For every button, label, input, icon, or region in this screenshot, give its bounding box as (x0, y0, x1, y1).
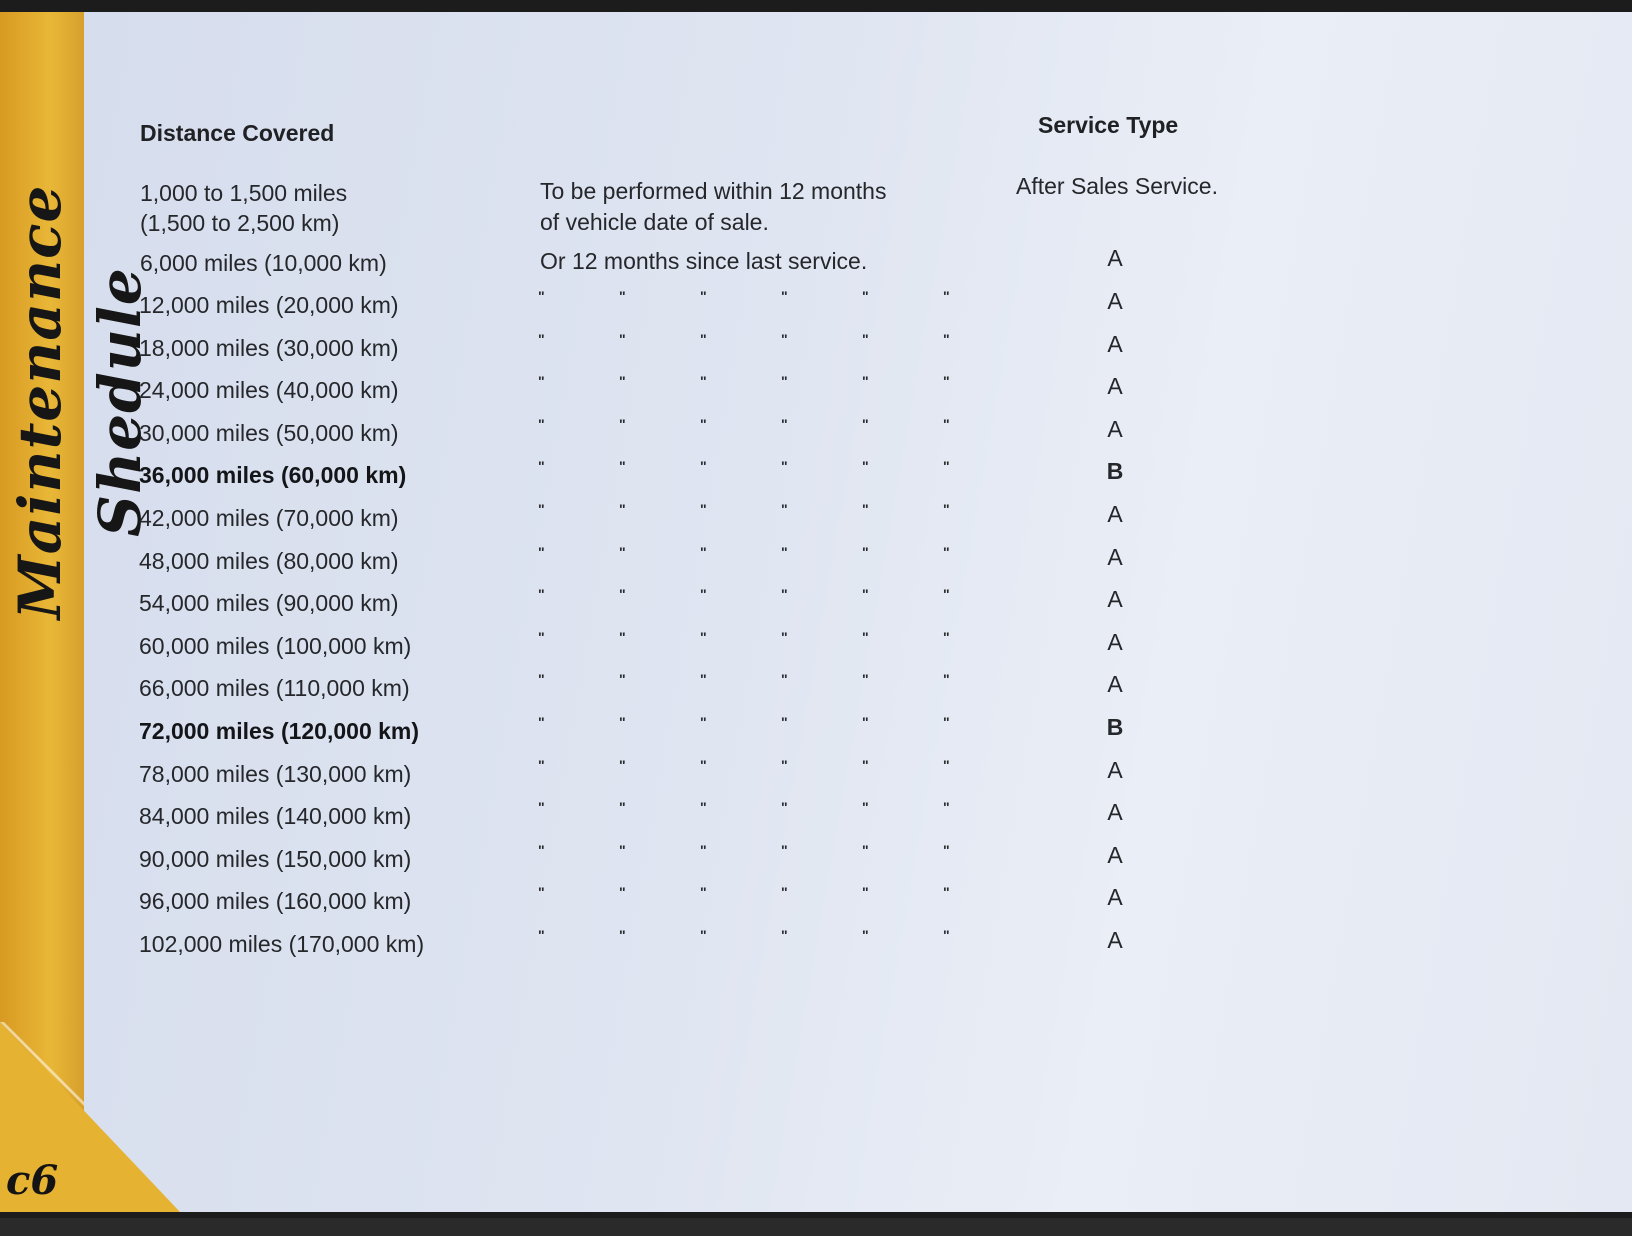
ditto-mark: " (862, 458, 869, 474)
ditto-mark: " (862, 331, 869, 347)
first-row-distance-line1: 1,000 to 1,500 miles (140, 180, 348, 206)
ditto-mark: " (781, 544, 788, 560)
ditto-mark: " (619, 416, 626, 432)
ditto-mark: " (943, 629, 950, 645)
row-service-type: A (1107, 799, 1123, 825)
ditto-mark: " (619, 458, 626, 474)
ditto-mark: " (619, 714, 626, 730)
ditto-mark: " (781, 416, 788, 432)
ditto-marks (538, 757, 958, 781)
ditto-mark: " (700, 458, 707, 474)
ditto-mark: " (538, 757, 545, 773)
ditto-mark: " (781, 842, 788, 858)
ditto-mark: " (700, 799, 707, 815)
second-row-distance: 6,000 miles (10,000 km) (140, 250, 387, 276)
ditto-mark: " (700, 501, 707, 517)
ditto-mark: " (700, 757, 707, 773)
ditto-marks (538, 458, 958, 482)
row-service-type: A (1107, 757, 1123, 783)
first-row-note-line2: of vehicle date of sale. (540, 209, 769, 235)
ditto-mark: " (538, 586, 545, 602)
row-distance: 24,000 miles (40,000 km) (139, 377, 399, 403)
ditto-mark: " (862, 884, 869, 900)
ditto-mark: " (943, 927, 950, 943)
ditto-mark: " (619, 373, 626, 389)
ditto-mark: " (781, 757, 788, 773)
page-number: c6 (6, 1157, 59, 1204)
ditto-mark: " (862, 501, 869, 517)
ditto-mark: " (943, 331, 950, 347)
ditto-mark: " (781, 373, 788, 389)
ditto-mark: " (862, 288, 869, 304)
ditto-marks (538, 884, 958, 908)
ditto-mark: " (943, 458, 950, 474)
row-service-type: A (1107, 288, 1123, 314)
ditto-mark: " (781, 671, 788, 687)
row-distance: 12,000 miles (20,000 km) (139, 292, 399, 318)
ditto-mark: " (862, 416, 869, 432)
row-distance: 84,000 miles (140,000 km) (139, 803, 412, 829)
row-service-type: B (1106, 458, 1124, 484)
ditto-mark: " (700, 884, 707, 900)
ditto-marks (538, 331, 958, 355)
ditto-mark: " (619, 799, 626, 815)
ditto-mark: " (781, 458, 788, 474)
row-distance: 90,000 miles (150,000 km) (139, 846, 412, 872)
ditto-mark: " (538, 927, 545, 943)
ditto-mark: " (862, 799, 869, 815)
ditto-mark: " (619, 671, 626, 687)
ditto-mark: " (700, 288, 707, 304)
ditto-mark: " (538, 458, 545, 474)
row-service-type: A (1107, 671, 1123, 697)
ditto-mark: " (538, 544, 545, 560)
ditto-mark: " (619, 501, 626, 517)
ditto-mark: " (781, 586, 788, 602)
ditto-mark: " (619, 629, 626, 645)
ditto-mark: " (862, 671, 869, 687)
ditto-mark: " (943, 288, 950, 304)
ditto-mark: " (700, 373, 707, 389)
manual-page (0, 12, 1632, 1212)
first-row-service: After Sales Service. (1016, 173, 1218, 199)
ditto-mark: " (538, 671, 545, 687)
ditto-mark: " (943, 884, 950, 900)
ditto-mark: " (862, 927, 869, 943)
service-type-header: Service Type (1038, 112, 1179, 138)
ditto-marks (538, 671, 958, 695)
ditto-mark: " (862, 629, 869, 645)
ditto-mark: " (862, 544, 869, 560)
ditto-marks (538, 629, 958, 653)
row-service-type: A (1107, 331, 1123, 357)
row-distance: 66,000 miles (110,000 km) (139, 675, 410, 701)
row-service-type: A (1107, 629, 1123, 655)
row-distance: 48,000 miles (80,000 km) (139, 548, 399, 574)
ditto-mark: " (943, 671, 950, 687)
row-service-type: A (1107, 842, 1123, 868)
ditto-mark: " (700, 927, 707, 943)
ditto-mark: " (538, 288, 545, 304)
ditto-marks (538, 714, 958, 738)
ditto-mark: " (700, 842, 707, 858)
ditto-marks (538, 373, 958, 397)
ditto-mark: " (943, 757, 950, 773)
ditto-mark: " (619, 884, 626, 900)
row-distance: 18,000 miles (30,000 km) (139, 335, 399, 361)
distance-covered-header: Distance Covered (140, 120, 335, 146)
row-distance: 30,000 miles (50,000 km) (139, 420, 399, 446)
row-distance: 60,000 miles (100,000 km) (139, 633, 412, 659)
row-service-type: B (1106, 714, 1124, 740)
row-distance: 42,000 miles (70,000 km) (139, 505, 399, 531)
ditto-mark: " (862, 757, 869, 773)
row-service-type: A (1107, 416, 1123, 442)
row-distance: 54,000 miles (90,000 km) (139, 590, 399, 616)
ditto-mark: " (619, 544, 626, 560)
row-service-type: A (1107, 373, 1123, 399)
ditto-mark: " (781, 331, 788, 347)
ditto-mark: " (538, 373, 545, 389)
ditto-mark: " (781, 288, 788, 304)
ditto-marks (538, 927, 958, 951)
ditto-mark: " (700, 586, 707, 602)
ditto-marks (538, 416, 958, 440)
second-row-service: A (1107, 245, 1123, 271)
first-row-distance-line2: (1,500 to 2,500 km) (140, 210, 340, 236)
second-row-note: Or 12 months since last service. (540, 248, 868, 274)
ditto-marks (538, 586, 958, 610)
row-service-type: A (1107, 884, 1123, 910)
ditto-marks (538, 842, 958, 866)
ditto-mark: " (862, 586, 869, 602)
ditto-mark: " (538, 842, 545, 858)
ditto-mark: " (538, 884, 545, 900)
ditto-mark: " (862, 714, 869, 730)
ditto-mark: " (943, 714, 950, 730)
ditto-mark: " (781, 927, 788, 943)
row-service-type: A (1107, 544, 1123, 570)
ditto-mark: " (538, 714, 545, 730)
ditto-mark: " (619, 586, 626, 602)
ditto-mark: " (781, 501, 788, 517)
ditto-mark: " (538, 331, 545, 347)
row-distance: 78,000 miles (130,000 km) (139, 761, 412, 787)
row-service-type: A (1107, 927, 1123, 953)
bottom-edge (0, 1218, 1632, 1236)
ditto-mark: " (700, 629, 707, 645)
ditto-mark: " (943, 416, 950, 432)
ditto-marks (538, 501, 958, 525)
ditto-mark: " (700, 671, 707, 687)
ditto-mark: " (619, 757, 626, 773)
row-distance: 102,000 miles (170,000 km) (139, 931, 425, 957)
ditto-mark: " (781, 629, 788, 645)
ditto-mark: " (943, 586, 950, 602)
ditto-mark: " (538, 629, 545, 645)
ditto-mark: " (538, 799, 545, 815)
ditto-mark: " (538, 501, 545, 517)
ditto-mark: " (943, 373, 950, 389)
row-distance: 72,000 miles (120,000 km) (139, 718, 420, 744)
first-row-note-line1: To be performed within 12 months (540, 178, 887, 204)
ditto-mark: " (700, 714, 707, 730)
ditto-mark: " (781, 799, 788, 815)
ditto-mark: " (943, 799, 950, 815)
ditto-mark: " (700, 416, 707, 432)
row-distance: 36,000 miles (60,000 km) (139, 462, 407, 488)
ditto-mark: " (943, 842, 950, 858)
ditto-mark: " (943, 501, 950, 517)
ditto-mark: " (619, 927, 626, 943)
ditto-mark: " (700, 544, 707, 560)
ditto-mark: " (943, 544, 950, 560)
ditto-mark: " (862, 373, 869, 389)
ditto-marks (538, 544, 958, 568)
side-tab-title: Maintenance Shedule (6, 184, 154, 620)
ditto-mark: " (862, 842, 869, 858)
ditto-mark: " (619, 842, 626, 858)
ditto-mark: " (619, 331, 626, 347)
ditto-mark: " (781, 884, 788, 900)
ditto-marks (538, 799, 958, 823)
ditto-mark: " (538, 416, 545, 432)
ditto-marks (538, 288, 958, 312)
ditto-mark: " (700, 331, 707, 347)
row-distance: 96,000 miles (160,000 km) (139, 888, 412, 914)
ditto-mark: " (781, 714, 788, 730)
row-service-type: A (1107, 586, 1123, 612)
row-service-type: A (1107, 501, 1123, 527)
ditto-mark: " (619, 288, 626, 304)
